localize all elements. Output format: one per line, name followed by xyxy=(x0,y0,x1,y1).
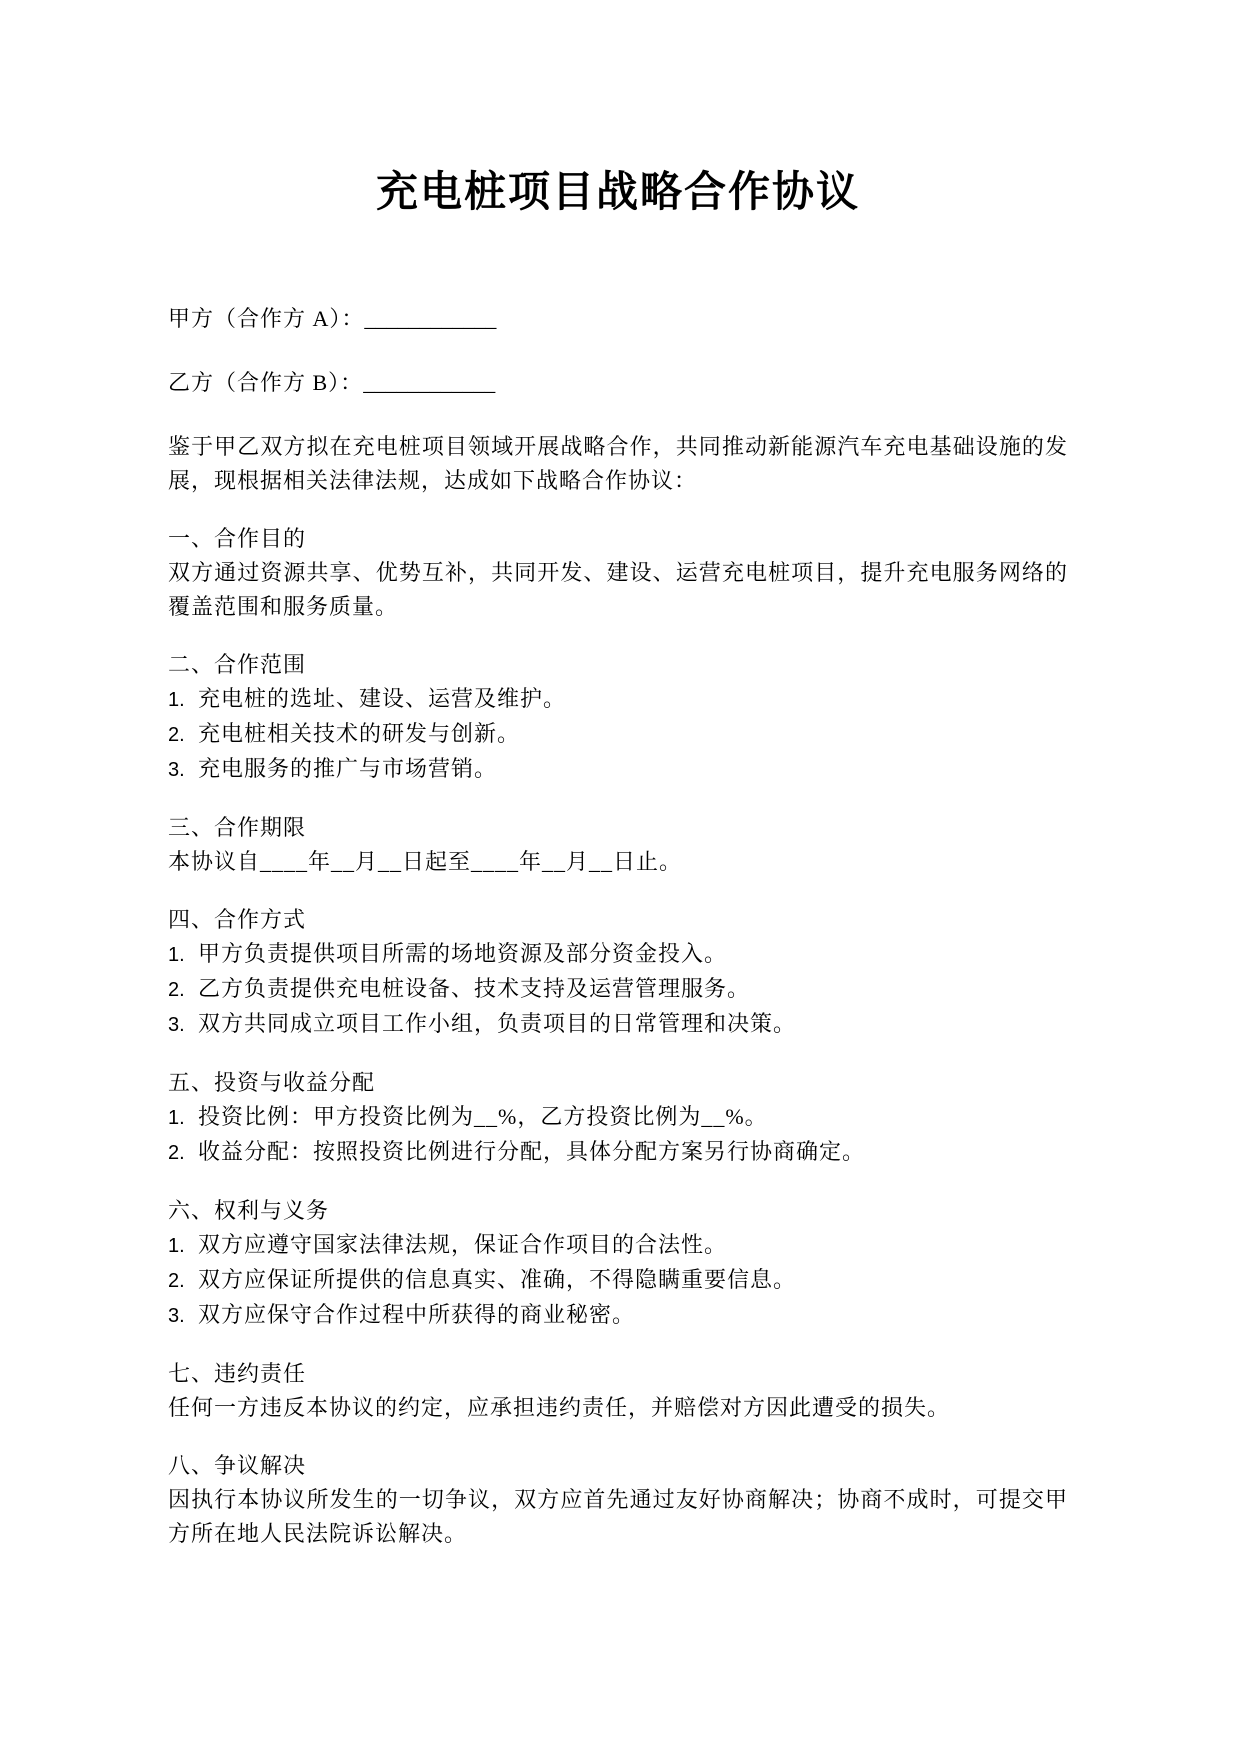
list-item xyxy=(168,1263,1068,1298)
list-item-text: 甲方负责提供项目所需的场地资源及部分资金投入。 xyxy=(198,941,728,966)
party-b-blank: ____________ xyxy=(363,370,496,395)
party-a-line xyxy=(168,302,1068,336)
party-b-label: 乙方（合作方 B）： xyxy=(168,370,364,395)
list-item-number: 3. xyxy=(168,1305,185,1327)
list-item-number: 3. xyxy=(168,1014,185,1036)
section-paragraph: 本协议自____年__月__日起至____年__月__日止。 xyxy=(168,849,683,874)
preamble-paragraph: 鉴于甲乙双方拟在充电桩项目领域开展战略合作，共同推动新能源汽车充电基础设施的发展，现根据相关法律法规，达成如下战略合作协议： xyxy=(168,434,1068,493)
list-item xyxy=(168,1100,1068,1135)
list-item-text: 双方应保证所提供的信息真实、准确，不得隐瞒重要信息。 xyxy=(198,1267,797,1292)
list-item xyxy=(168,972,1068,1007)
list-item xyxy=(168,717,1068,752)
section-5 xyxy=(168,1066,1068,1170)
section-1 xyxy=(168,522,1068,624)
list-item-number: 2. xyxy=(168,1270,185,1292)
list-item-text: 乙方负责提供充电桩设备、技术支持及运营管理服务。 xyxy=(198,976,751,1001)
section-4 xyxy=(168,903,1068,1042)
section-8 xyxy=(168,1449,1068,1551)
list-item-text: 投资比例：甲方投资比例为__%，乙方投资比例为__%。 xyxy=(198,1104,768,1129)
list-item xyxy=(168,752,1068,787)
section-paragraph: 双方通过资源共享、优势互补，共同开发、建设、运营充电桩项目，提升充电服务网络的覆盖范围和服务质量。 xyxy=(168,560,1068,619)
section-3 xyxy=(168,811,1068,879)
list-item xyxy=(168,1228,1068,1263)
sections-container xyxy=(168,522,1068,1551)
list-item xyxy=(168,1135,1068,1170)
section-7 xyxy=(168,1357,1068,1425)
section-heading: 八、争议解决 xyxy=(168,1453,307,1478)
party-a-blank: ____________ xyxy=(364,306,497,331)
party-a-label: 甲方（合作方 A）： xyxy=(168,306,365,331)
section-heading: 二、合作范围 xyxy=(168,652,307,677)
list-item-number: 1. xyxy=(168,1107,185,1129)
section-heading: 六、权利与义务 xyxy=(168,1198,330,1223)
section-heading: 一、合作目的 xyxy=(168,526,307,551)
section-heading: 五、投资与收益分配 xyxy=(168,1070,376,1095)
party-b-line xyxy=(168,366,1068,400)
list-item-text: 充电服务的推广与市场营销。 xyxy=(198,756,498,781)
section-6 xyxy=(168,1194,1068,1333)
list-item-number: 2. xyxy=(168,1142,185,1164)
list-item xyxy=(168,937,1068,972)
section-heading: 三、合作期限 xyxy=(168,815,307,840)
list-item-text: 双方共同成立项目工作小组，负责项目的日常管理和决策。 xyxy=(198,1011,797,1036)
list-item xyxy=(168,1298,1068,1333)
list-item-number: 1. xyxy=(168,944,185,966)
section-2 xyxy=(168,648,1068,787)
list-item-number: 1. xyxy=(168,689,185,711)
list-item-number: 2. xyxy=(168,979,185,1001)
page-title: 充电桩项目战略合作协议 xyxy=(375,170,860,216)
list-item-number: 1. xyxy=(168,1235,185,1257)
section-heading: 四、合作方式 xyxy=(168,907,307,932)
section-heading: 七、违约责任 xyxy=(168,1361,307,1386)
list-item-text: 充电桩相关技术的研发与创新。 xyxy=(198,721,521,746)
list-item-text: 双方应保守合作过程中所获得的商业秘密。 xyxy=(198,1302,636,1327)
list-item-text: 充电桩的选址、建设、运营及维护。 xyxy=(198,686,567,711)
section-paragraph: 因执行本协议所发生的一切争议，双方应首先通过友好协商解决；协商不成时，可提交甲方所在地人民法院诉讼解决。 xyxy=(168,1487,1068,1546)
list-item xyxy=(168,682,1068,717)
list-item-number: 3. xyxy=(168,759,185,781)
list-item-number: 2. xyxy=(168,724,185,746)
list-item-text: 收益分配：按照投资比例进行分配，具体分配方案另行协商确定。 xyxy=(198,1139,866,1164)
list-item-text: 双方应遵守国家法律法规，保证合作项目的合法性。 xyxy=(198,1232,728,1257)
list-item xyxy=(168,1007,1068,1042)
section-paragraph: 任何一方违反本协议的约定，应承担违约责任，并赔偿对方因此遭受的损失。 xyxy=(168,1395,951,1420)
